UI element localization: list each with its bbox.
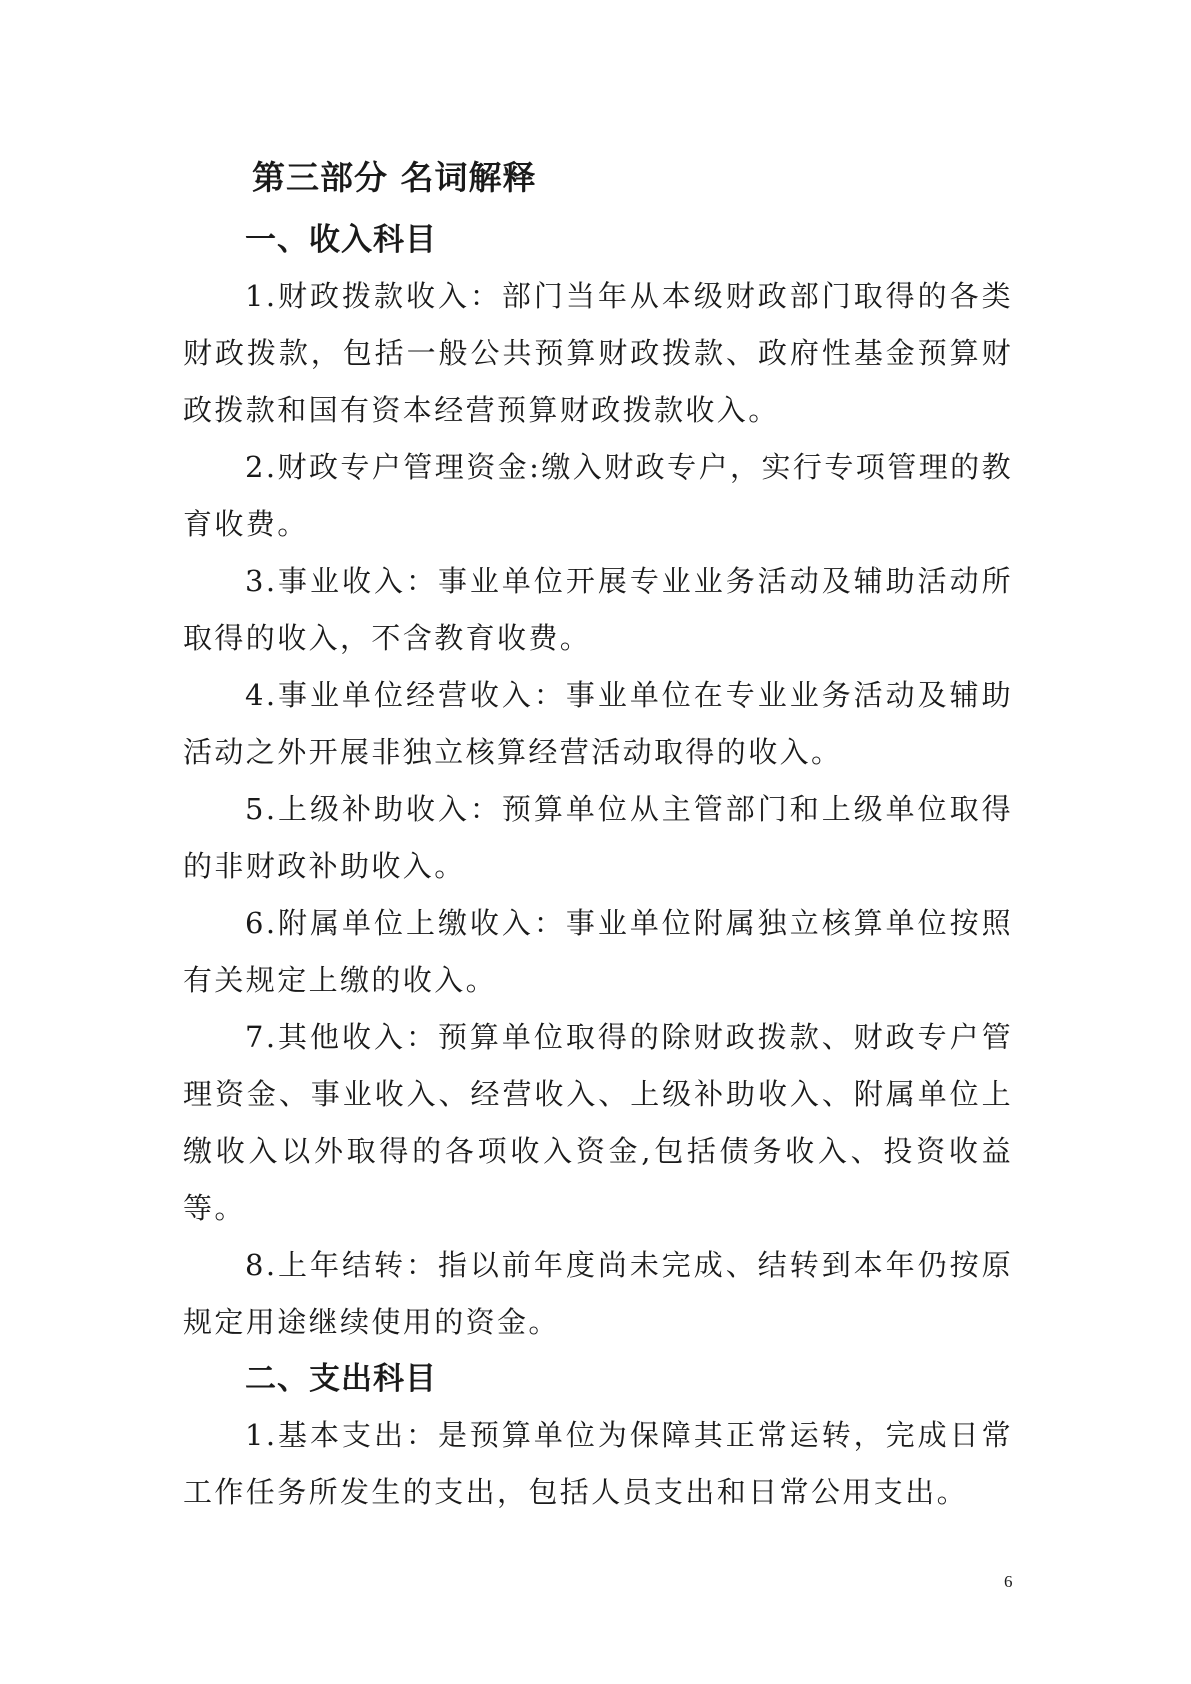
paragraph-income-3: 3.事业收入：事业单位开展专业业务活动及辅助活动所取得的收入，不含教育收费。 <box>183 564 1013 655</box>
paragraph-income-4: 4.事业单位经营收入：事业单位在专业业务活动及辅助活动之外开展非独立核算经营活动取得的收入。 <box>183 678 1013 769</box>
page-number: 6 <box>1004 1572 1013 1591</box>
section-heading-expenditure: 二、支出科目 <box>245 1361 437 1397</box>
document-body <box>183 212 1013 1521</box>
paragraph-income-1: 1.财政拨款收入：部门当年从本级财政部门取得的各类财政拨款，包括一般公共预算财政拨款、政府性基金预算财政拨款和国有资本经营预算财政拨款收入。 <box>183 279 1013 427</box>
section-heading-income: 一、收入科目 <box>245 222 437 258</box>
paragraph-income-2: 2.财政专户管理资金:缴入财政专户，实行专项管理的教育收费。 <box>183 450 1013 541</box>
paragraph-income-5: 5.上级补助收入：预算单位从主管部门和上级单位取得的非财政补助收入。 <box>183 792 1013 883</box>
paragraph-income-7: 7.其他收入：预算单位取得的除财政拨款、财政专户管理资金、事业收入、经营收入、上级补助收入、附属单位上缴收入以外取得的各项收入资金,包括债务收入、投资收益等。 <box>183 1020 1013 1225</box>
paragraph-income-8: 8.上年结转：指以前年度尚未完成、结转到本年仍按原规定用途继续使用的资金。 <box>183 1248 1013 1339</box>
page-title: 第三部分 名词解释 <box>252 158 537 197</box>
paragraph-income-6: 6.附属单位上缴收入：事业单位附属独立核算单位按照有关规定上缴的收入。 <box>183 906 1013 997</box>
paragraph-expenditure-1: 1.基本支出：是预算单位为保障其正常运转，完成日常工作任务所发生的支出，包括人员支出和日常公用支出。 <box>183 1418 1013 1509</box>
